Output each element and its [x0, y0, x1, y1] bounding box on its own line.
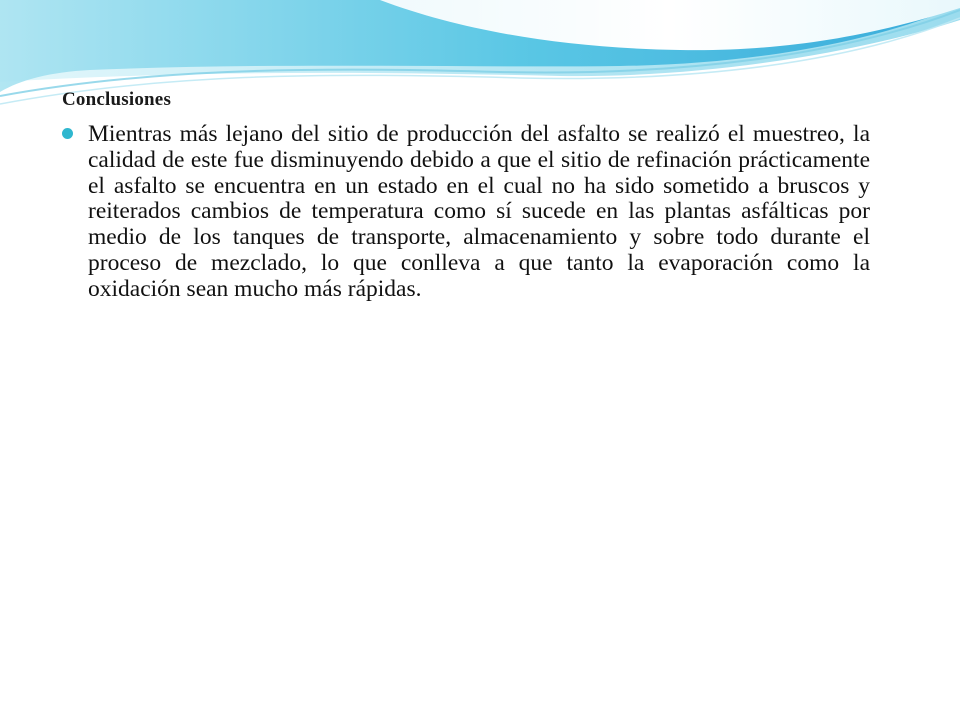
bullet-item	[62, 122, 870, 303]
bullet-dot-icon	[62, 128, 73, 139]
bullet-list	[62, 122, 870, 303]
bullet-text: Mientras más lejano del sitio de producción del asfalto se realizó el muestreo, la calidad de este fue disminuyendo debido a que el sitio de refinación prácticamente el asfalto se encuentra en un estado en el cual no ha sido sometido a bruscos y reiterados cambios de temperatura como sí sucede en las plantas asfálticas por medio de los tanques de transporte, almacenamiento y sobre todo durante el proceso de mezclado, lo que conlleva a que tanto la evaporación como la oxidación sean mucho más rápidas.	[88, 121, 870, 302]
slide-title: Conclusiones	[62, 89, 172, 110]
